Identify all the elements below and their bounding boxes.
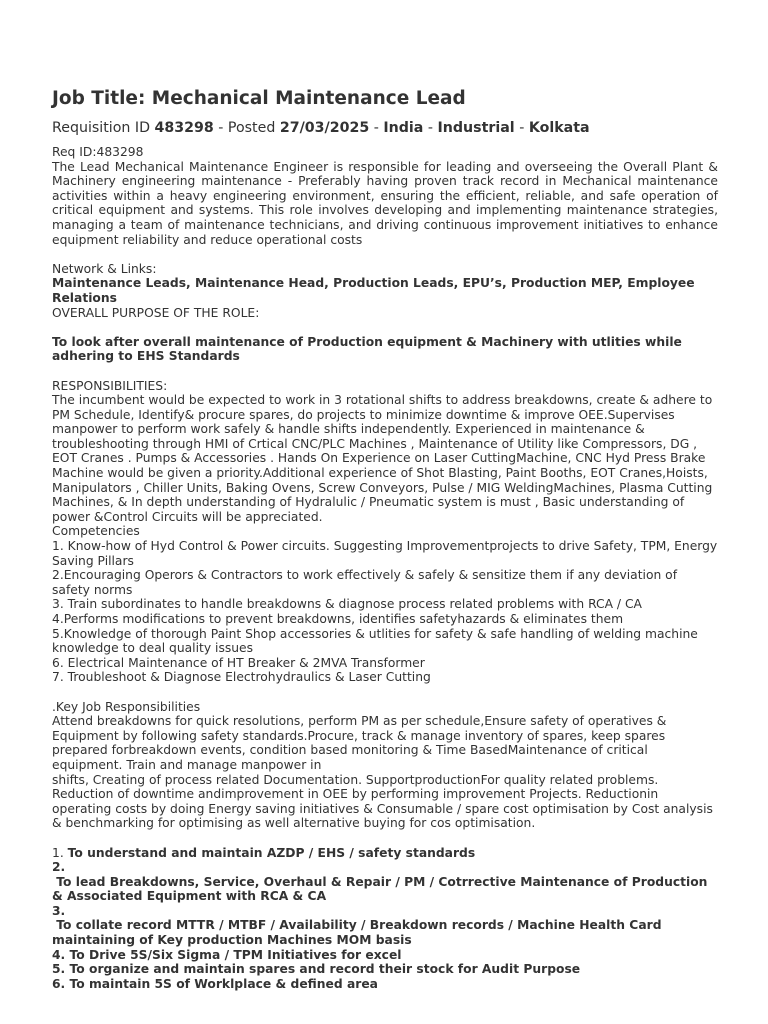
competency-item: 5.Knowledge of thorough Paint Shop accessories & utlities for safety & safe handling of welding machine knowledge to deal quality issues bbox=[52, 626, 698, 656]
competency-item: 1. Know-how of Hyd Control & Power circuits. Suggesting Improvementprojects to drive Safety, TPM, Energy Saving Pillars bbox=[52, 539, 718, 568]
req-id-line: Req ID:483298 bbox=[52, 145, 144, 159]
numbered-item bbox=[52, 875, 718, 904]
intro-paragraph: The Lead Mechanical Maintenance Engineer is responsible for leading and overseeing the Overall Plant & Machinery engineering maintenance - Preferably having proven track record in Mechanical maintenance activities within a heavy engineering environment, ensuring the efficient, reliable, and safe operation of critical equipment and systems. This role involves developing and implementing maintenance strategies, managing a team of maintenance technicians, and driving continuous improvement initiatives to enhance equipment reliability and reduce operational costs bbox=[52, 159, 718, 247]
posted-date: 27/03/2025 bbox=[279, 120, 370, 136]
numbered-item: 5. To organize and maintain spares and record their stock for Audit Purpose bbox=[52, 962, 581, 977]
item-number: 1. bbox=[52, 845, 64, 860]
category: Industrial bbox=[437, 120, 515, 136]
item-number: 3. bbox=[52, 903, 66, 918]
city: Kolkata bbox=[528, 120, 590, 136]
competency-item: 7. Troubleshoot & Diagnose Electrohydraulics & Laser Cutting bbox=[52, 670, 431, 685]
responsibilities-text: The incumbent would be expected to work in 3 rotational shifts to address breakdowns, create & adhere to PM Schedule, Identify& procure spares, do projects to minimize downtime & improve OEE.Supervises manpower to perform work safely & handle shifts independently. Experienced in maintenance & troubleshooting through HMI of Crtical CNC/PLC Machines , Maintenance of Utility like Compressors, DG , EOT Cranes . Pumps & Accessories . Hands On Experience on Laser CuttingMachine, CNC Hyd Press Brake Machine would be given a priority.Additional experience of Shot Blasting, Paint Booths, EOT Cranes,Hoists, Manipulators , Chiller Units, Baking Ovens, Screw Conveyors, Pulse / MIG WeldingMachines, Plasma Cutting Machines, & In depth understanding of Hydralulic / Pneumatic system is must , Basic understanding of power &Control Circuits will be appreciated. bbox=[52, 393, 713, 524]
numbered-item: 6. To maintain 5S of Worklplace & defined area bbox=[52, 976, 378, 991]
page-title: Job Title: Mechanical Maintenance Lead bbox=[52, 88, 466, 109]
network-value: Maintenance Leads, Maintenance Head, Production Leads, EPU’s, Production MEP, Employee Relations bbox=[52, 276, 695, 305]
key-responsibilities-label: .Key Job Responsibilities bbox=[52, 699, 201, 714]
responsibilities-label: RESPONSIBILITIES: bbox=[52, 378, 168, 393]
description-body bbox=[52, 145, 718, 991]
numbered-item bbox=[52, 918, 718, 947]
network-label: Network & Links: bbox=[52, 261, 157, 276]
key-responsibilities-text: Attend breakdowns for quick resolutions, perform PM as per schedule,Ensure safety of operatives & Equipment by following safety standards.Procure, track & manage inventory of spares, keep spares prepared forbreakdown events, condition based monitoring & Time BasedMaintenance of critical equipment. Train and manage manpower in bbox=[52, 714, 667, 772]
item-text: To lead Breakdowns, Service, Overhaul & Repair / PM / Cotrrective Maintenance of Production & Associated Equipment with RCA & CA bbox=[52, 874, 708, 904]
competency-item: 4.Performs modifications to prevent breakdowns, identifies safetyhazards & eliminates them bbox=[52, 612, 624, 626]
competency-item: 2.Encouraging Operors & Contractors to work effectively & safely & sensitize them if any deviation of safety norms bbox=[52, 568, 678, 597]
purpose-label: OVERALL PURPOSE OF THE ROLE: bbox=[52, 305, 260, 320]
country: India bbox=[383, 120, 424, 136]
purpose-value: To look after overall maintenance of Production equipment & Machinery with utlities while adhering to EHS Standards bbox=[52, 334, 682, 364]
posted-label: - Posted bbox=[218, 120, 276, 136]
requisition-id: 483298 bbox=[154, 120, 214, 136]
separator: - bbox=[373, 120, 379, 136]
item-number: 2. bbox=[52, 860, 66, 875]
competency-item: 3. Train subordinates to handle breakdowns & diagnose process related problems with RCA / CA bbox=[52, 597, 642, 612]
numbered-item: 4. To Drive 5S/Six Sigma / TPM Initiatives for excel bbox=[52, 947, 402, 962]
numbered-item bbox=[52, 846, 718, 861]
item-text: To understand and maintain AZDP / EHS / safety standards bbox=[67, 845, 476, 860]
separator: - bbox=[427, 120, 433, 136]
job-posting bbox=[52, 88, 718, 991]
item-text: To collate record MTTR / MTBF / Availability / Breakdown records / Machine Health Card maintaining of Key production Machines MOM basis bbox=[52, 918, 662, 948]
key-responsibilities-text: shifts, Creating of process related Documentation. SupportproductionFor quality related problems. Reduction of downtime andimprovement in OEE by performing improvement Projects. Reductionin operating costs by doing Energy saving initiatives & Consumable / spare cost optimisation by Cost analysis & benchmarking for optimising as well alternative buying for cos optimisation. bbox=[52, 772, 713, 831]
separator: - bbox=[519, 120, 525, 136]
requisition-prefix: Requisition ID bbox=[52, 120, 151, 136]
requisition-line bbox=[52, 118, 718, 138]
competencies-label: Competencies bbox=[52, 524, 140, 539]
competency-item: 6. Electrical Maintenance of HT Breaker & 2MVA Transformer bbox=[52, 655, 425, 670]
